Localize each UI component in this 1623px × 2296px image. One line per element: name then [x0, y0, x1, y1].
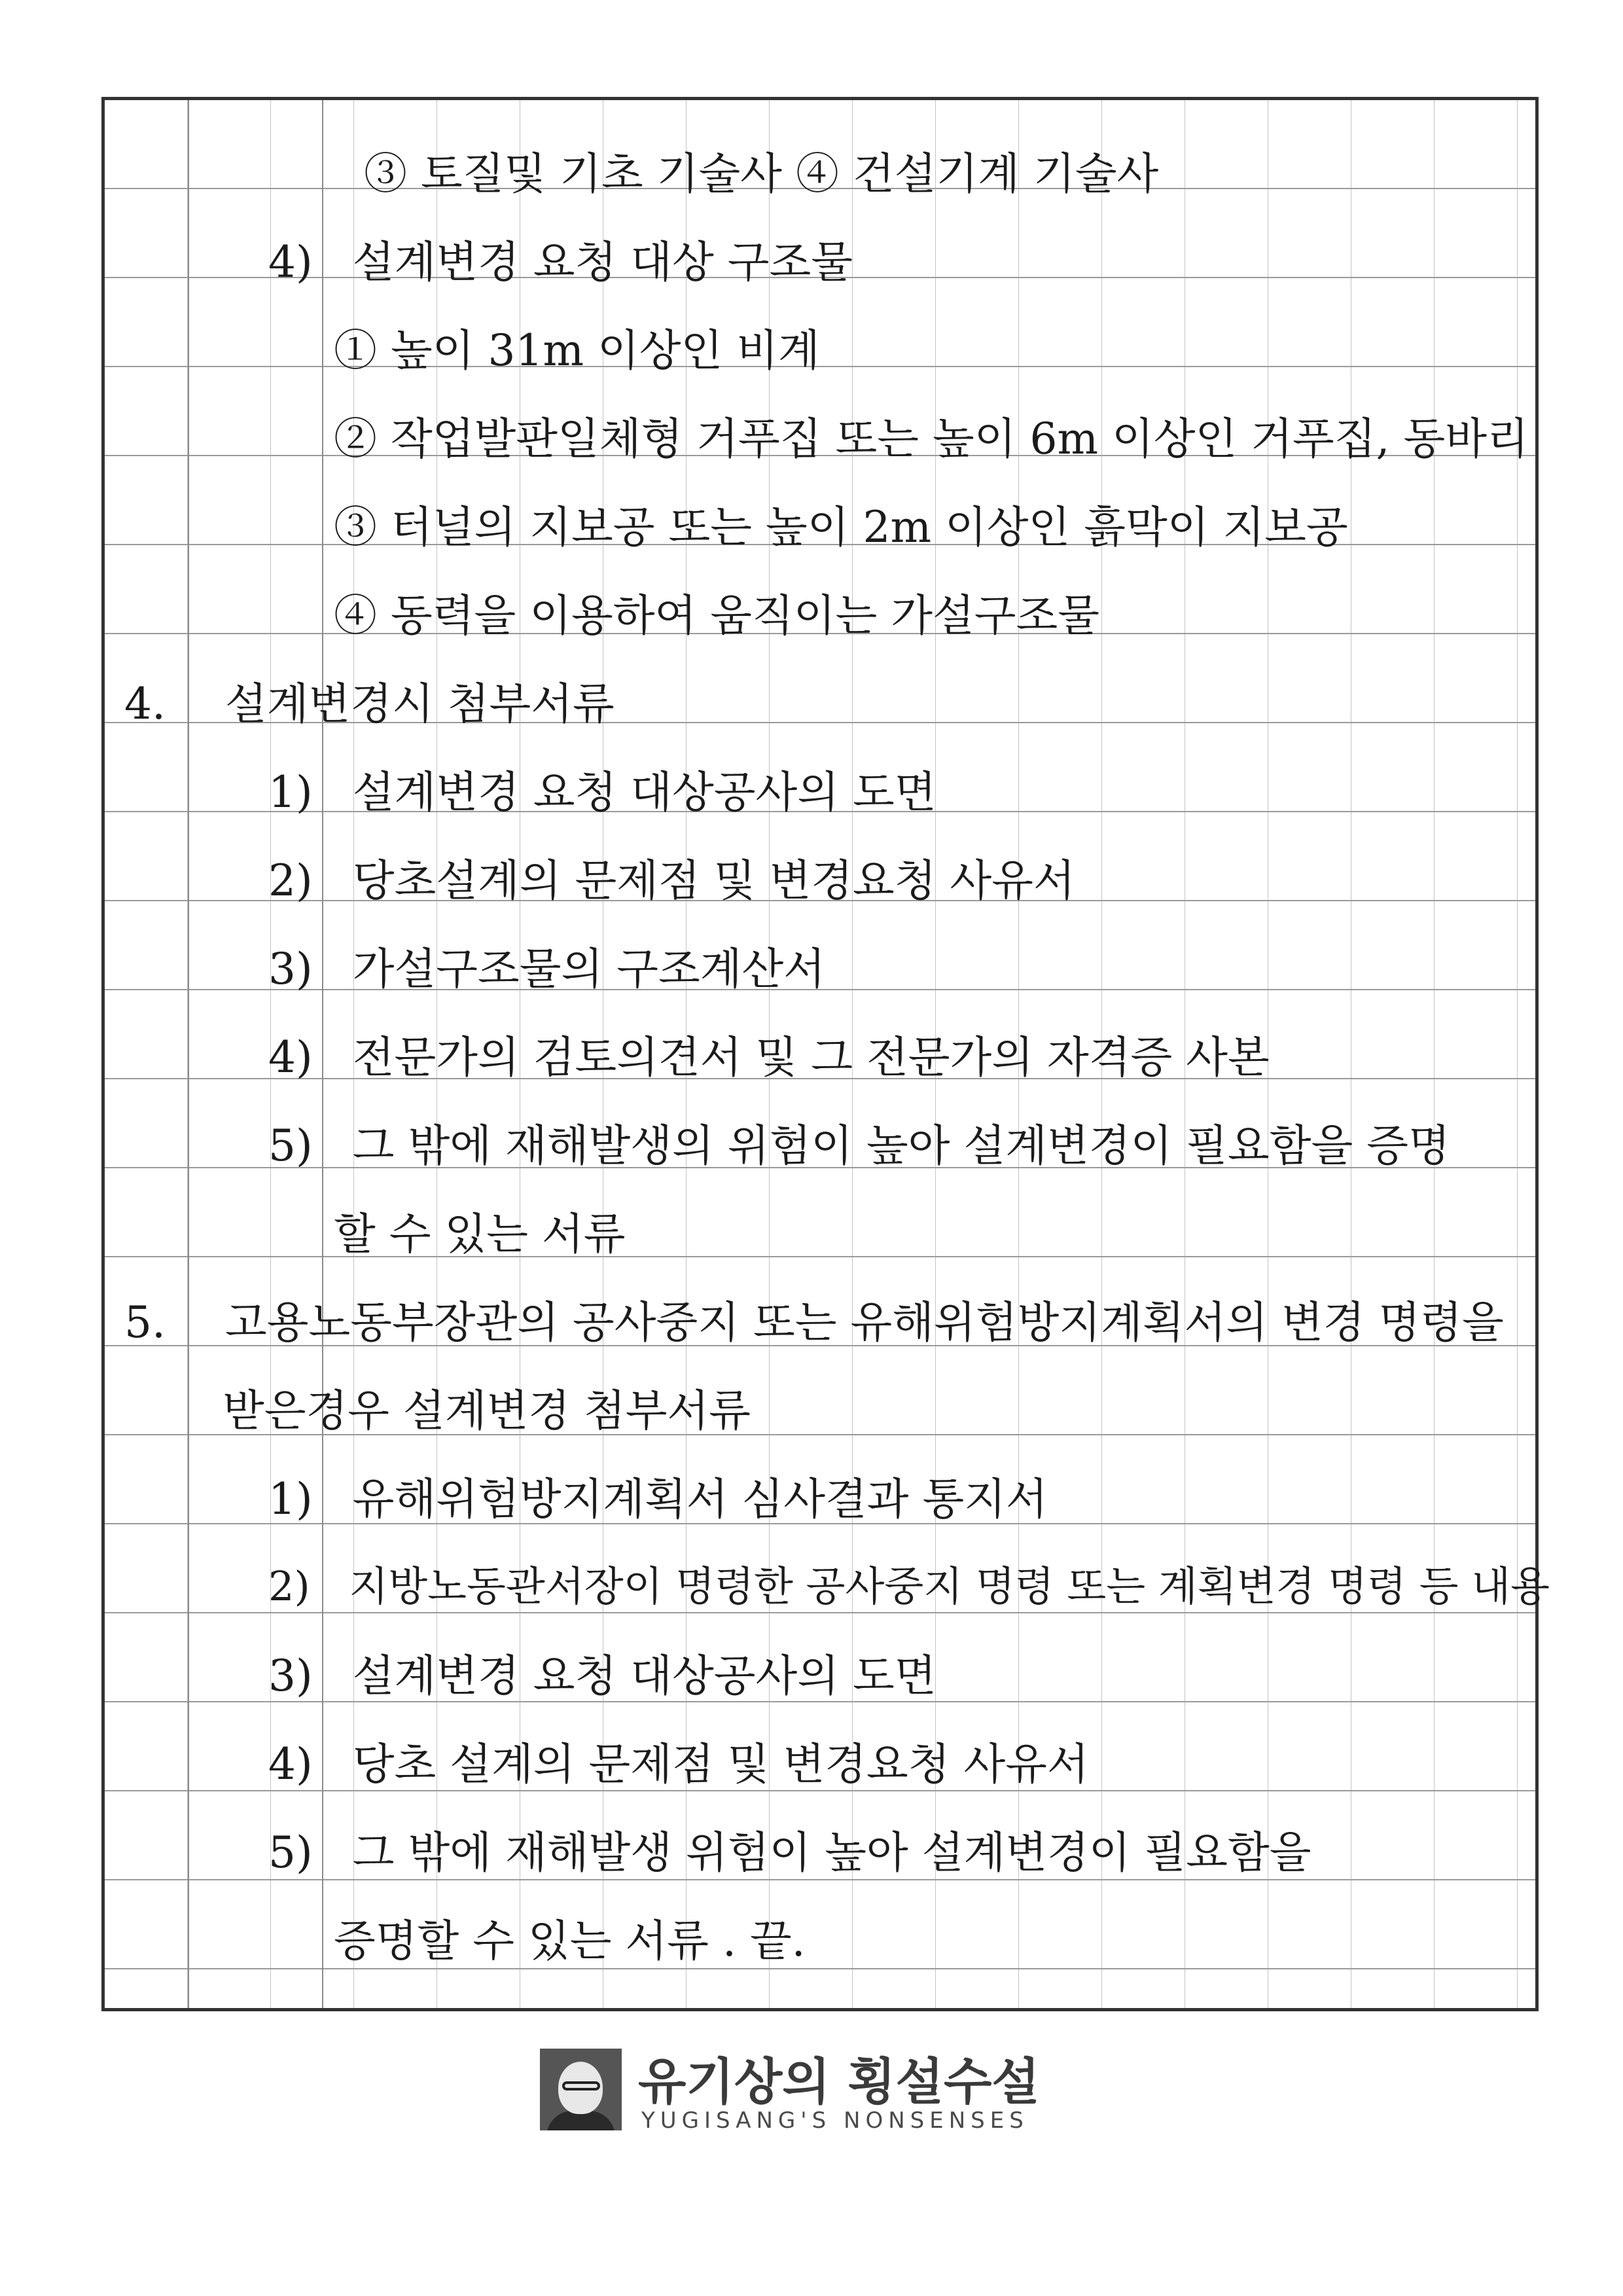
line-text: 전문가의 검토의견서 및 그 전문가의 자격증 사본 [352, 1032, 1270, 1083]
line-17 [268, 1562, 1550, 1610]
line-number: 4) [268, 1032, 313, 1083]
line-7 [124, 679, 615, 729]
line-number: 1) [268, 1474, 313, 1524]
line-number: 4) [268, 237, 313, 287]
line-9 [268, 855, 1075, 906]
line-number: 2) [268, 855, 313, 906]
line-number: 5) [268, 1121, 313, 1171]
section-number: 4. [124, 679, 166, 729]
lined-paper [101, 97, 1550, 2011]
section-number: 5. [124, 1297, 166, 1348]
line-2 [268, 237, 853, 287]
line-text: ④ 동력을 이용하여 움직이는 가설구조물 [334, 590, 1100, 641]
line-text: 당초설계의 문제점 및 변경요청 사유서 [352, 855, 1075, 906]
line-3 [334, 325, 820, 376]
line-text: 증명할 수 있는 서류 . 끝. [334, 1916, 806, 1966]
line-text: 받은경우 설계변경 첨부서류 [223, 1386, 751, 1436]
brand-title-korean: 유기상의 횡설수설 [638, 2053, 1040, 2111]
line-15 [223, 1386, 751, 1436]
line-text: 지방노동관서장이 명령한 공사중지 명령 또는 계획변경 명령 등 내용 [349, 1562, 1550, 1610]
line-text: 그 밖에 재해발생의 위험이 높아 설계변경이 필요함을 증명 [352, 1121, 1450, 1171]
line-text: 설계변경 요청 대상공사의 도면 [352, 1651, 936, 1701]
line-number: 1) [268, 767, 313, 817]
line-6 [334, 590, 1100, 641]
line-18 [268, 1651, 936, 1701]
line-12 [268, 1121, 1450, 1171]
line-number: 2) [268, 1562, 310, 1610]
section-heading: 설계변경시 첨부서류 [224, 679, 615, 729]
line-text: 그 밖에 재해발생 위험이 높아 설계변경이 필요함을 [352, 1827, 1311, 1878]
line-text: ① 높이 31m 이상인 비계 [334, 325, 820, 376]
line-text: 유해위험방지계획서 심사결과 통지서 [352, 1474, 1048, 1524]
line-4 [334, 414, 1529, 464]
portrait-logo-icon [540, 2049, 622, 2130]
line-text: 설계변경 요청 대상 구조물 [352, 237, 853, 287]
line-text: 설계변경 요청 대상공사의 도면 [352, 767, 936, 817]
footer-brand [540, 2039, 1090, 2150]
line-text: 가설구조물의 구조계산서 [352, 944, 826, 994]
line-19 [268, 1739, 1089, 1789]
line-number: 4) [268, 1739, 313, 1789]
line-number: 3) [268, 944, 313, 994]
line-number: 5) [268, 1827, 313, 1878]
line-14 [124, 1297, 1504, 1348]
line-11 [268, 1032, 1270, 1083]
brand-title-english: YUGISANG'S NONSENSES [641, 2108, 1029, 2134]
line-number: 3) [268, 1651, 313, 1701]
line-5 [334, 502, 1348, 552]
line-text: ③ 토질및 기초 기술사 ④ 건설기계 기술사 [364, 149, 1159, 199]
line-text: ③ 터널의 지보공 또는 높이 2m 이상인 흙막이 지보공 [334, 502, 1348, 552]
line-20 [268, 1827, 1311, 1878]
line-10 [268, 944, 826, 994]
line-16 [268, 1474, 1048, 1524]
line-1 [364, 149, 1159, 199]
section-heading: 고용노동부장관의 공사중지 또는 유해위험방지계획서의 변경 명령을 [224, 1297, 1504, 1348]
left-margin-rule [188, 100, 189, 2008]
line-13 [334, 1209, 626, 1259]
line-21 [334, 1916, 806, 1966]
line-8 [268, 767, 936, 817]
line-text: ② 작업발판일체형 거푸집 또는 높이 6m 이상인 거푸집, 동바리 [334, 414, 1529, 464]
line-text: 할 수 있는 서류 [334, 1209, 626, 1259]
line-text: 당초 설계의 문제점 및 변경요청 사유서 [352, 1739, 1089, 1789]
